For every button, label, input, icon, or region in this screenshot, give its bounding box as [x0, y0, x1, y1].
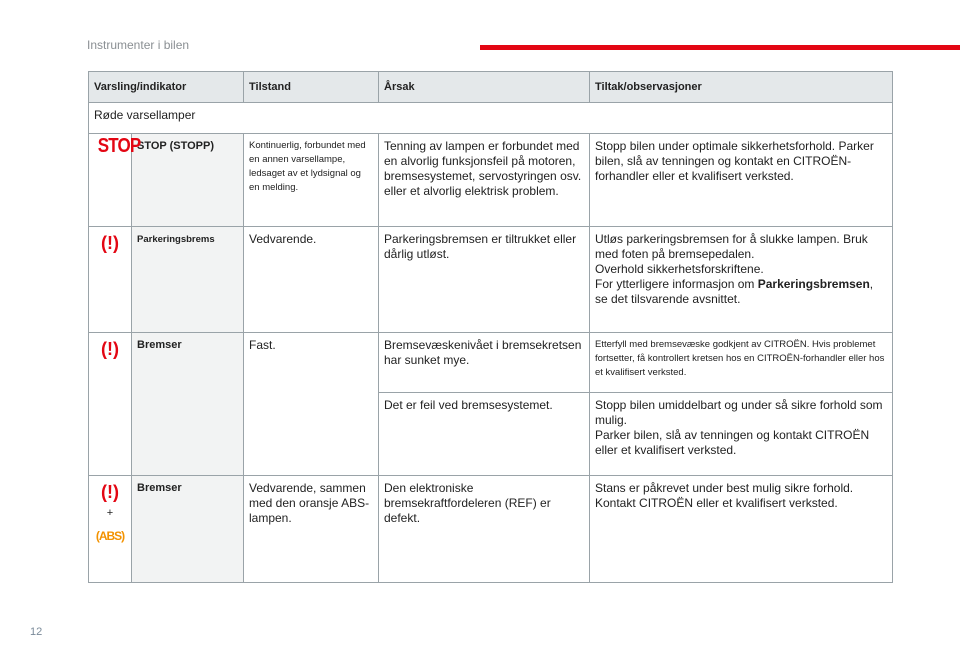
indicator-name: Parkeringsbrems	[132, 227, 244, 333]
table-row	[89, 476, 893, 583]
section-row	[89, 103, 893, 134]
indicator-name: STOP (STOPP)	[132, 134, 244, 227]
state: Kontinuerlig, forbundet med en annen varsellampe, ledsaget av et lydsignal og en melding.	[244, 134, 379, 227]
table-row	[89, 227, 893, 333]
state: Fast.	[244, 333, 379, 476]
cause: Parkeringsbremsen er tiltrukket eller dårlig utløst.	[379, 227, 590, 333]
chapter-bar	[480, 45, 960, 50]
action: Stopp bilen under optimale sikkerhetsforhold. Parker bilen, slå av tenningen og kontakt en CITROËN-forhandler eller et kvalifisert verksted.	[590, 134, 893, 227]
action: Stopp bilen umiddelbart og under så sikre forhold som mulig. Parker bilen, slå av tenningen og kontakt CITROËN eller et kvalifisert verksted.	[590, 393, 893, 476]
cause: Tenning av lampen er forbundet med en alvorlig funksjonsfeil på motoren, bremsesystemet, servostyringen osv. eller et alvorlig elektrisk problem.	[379, 134, 590, 227]
col-header: Tilstand	[244, 72, 379, 103]
action: Utløs parkeringsbremsen for å slukke lampen. Bruk med foten på bremsepedalen. Overhold sikkerhetsforskriftene. For ytterligere informasjon om Parkeringsbremsen, se det tilsvarende avsnittet.	[590, 227, 893, 333]
stop-icon: STOP	[89, 134, 132, 227]
col-header: Årsak	[379, 72, 590, 103]
table-row	[89, 333, 893, 393]
section-label: Røde varsellamper	[89, 103, 893, 134]
plus-sign: +	[106, 507, 114, 519]
state: Vedvarende.	[244, 227, 379, 333]
state: Vedvarende, sammen med den oransje ABS-lampen.	[244, 476, 379, 583]
chapter-title: Instrumenter i bilen	[87, 38, 190, 52]
cause: Det er feil ved bremsesystemet.	[379, 393, 590, 476]
col-header: Varsling/indikator	[89, 72, 244, 103]
table-header	[89, 72, 893, 103]
brake-warning-icon: (!)	[101, 233, 119, 253]
table-row	[89, 134, 893, 227]
cause: Bremsevæskenivået i bremsekretsen har sunket mye.	[379, 333, 590, 393]
warning-lamps-table	[88, 71, 893, 583]
brake-warning-icon: (!)	[101, 339, 119, 359]
col-header: Tiltak/observasjoner	[590, 72, 893, 103]
indicator-name: Bremser	[132, 476, 244, 583]
indicator-name: Bremser	[132, 333, 244, 476]
cause: Den elektroniske bremsekraftfordeleren (REF) er defekt.	[379, 476, 590, 583]
action: Etterfyll med bremsevæske godkjent av CITROËN. Hvis problemet fortsetter, få kontrollert kretsen hos en CITROËN-forhandler eller hos et kvalifisert verksted.	[590, 333, 893, 393]
abs-warning-icon: (ABS)	[95, 529, 125, 543]
page-number: 12	[30, 626, 43, 638]
action: Stans er påkrevet under best mulig sikre forhold. Kontakt CITROËN eller et kvalifisert verksted.	[590, 476, 893, 583]
brake-warning-icon: (!)	[101, 482, 119, 502]
